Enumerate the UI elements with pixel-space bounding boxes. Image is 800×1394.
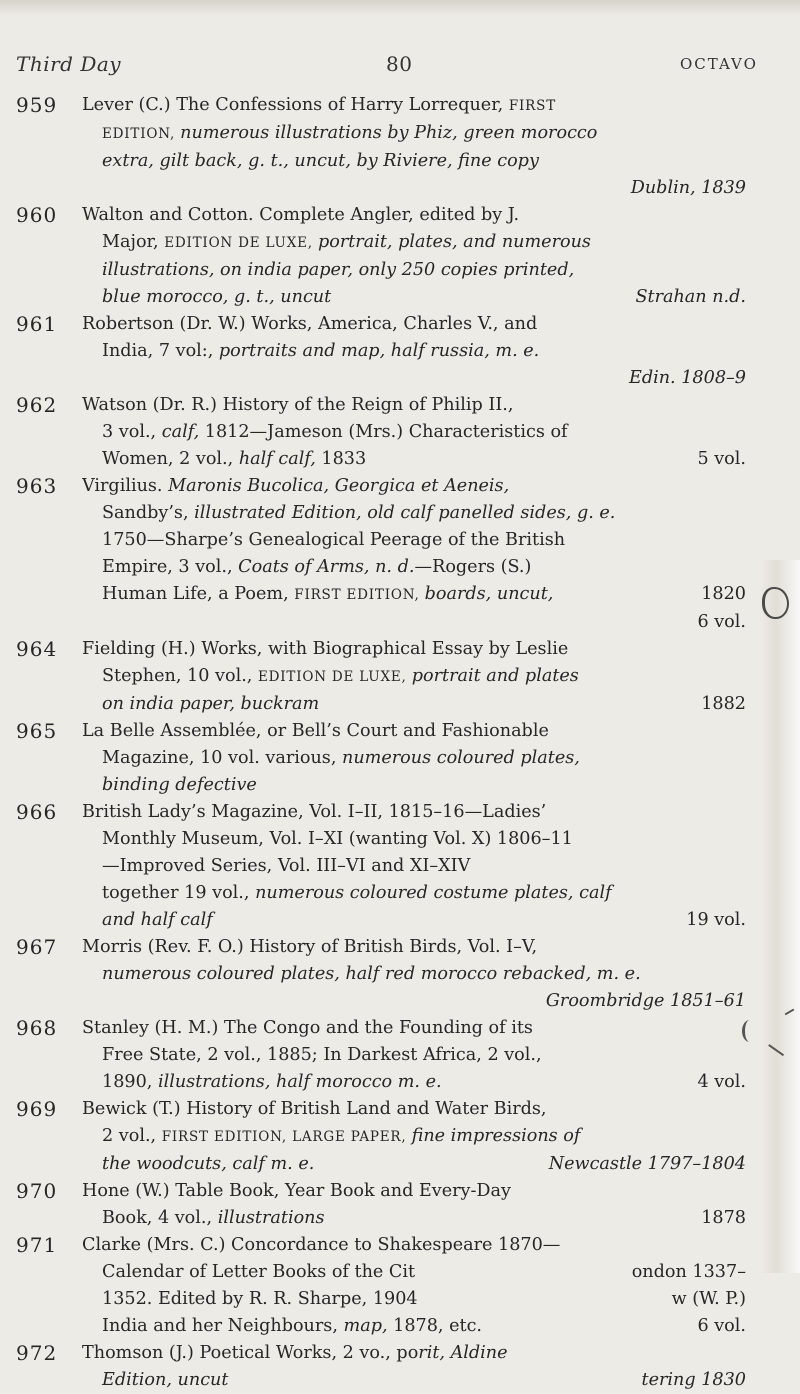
lot-imprint: Groombridge 1851–61	[545, 991, 746, 1011]
lot-968	[16, 1015, 746, 1096]
lot-965	[16, 718, 746, 799]
lot-966	[16, 799, 746, 934]
lot-number: 968	[16, 1016, 58, 1040]
running-title: Third Day	[16, 52, 122, 76]
lot-number: 967	[16, 935, 58, 959]
lot-line: Women, 2 vol., half calf, 1833 5 vol.	[102, 449, 746, 469]
lot-line: Stanley (H. M.) The Congo and the Founding of its	[82, 1018, 533, 1038]
lot-number: 961	[16, 312, 58, 336]
lot-970	[16, 1178, 746, 1232]
lot-959	[16, 92, 746, 202]
lot-line: Robertson (Dr. W.) Works, America, Charles V., and	[82, 314, 538, 334]
lot-line: 1750—Sharpe’s Genealogical Peerage of the British	[102, 530, 566, 550]
lot-number: 964	[16, 637, 58, 661]
lot-line: Empire, 3 vol., Coats of Arms, n. d.—Rogers (S.)	[102, 557, 532, 577]
lot-line: Hone (W.) Table Book, Year Book and Every-Day	[82, 1181, 511, 1201]
lot-line: Edition, uncut tering 1830	[102, 1370, 746, 1390]
lot-line: Walton and Cotton. Complete Angler, edited by J.	[82, 205, 520, 225]
lot-line: —Improved Series, Vol. III–VI and XI–XIV	[102, 856, 471, 876]
lot-972	[16, 1340, 746, 1394]
lot-number: 970	[16, 1179, 58, 1203]
lot-line: extra, gilt back, g. t., uncut, by Riviere, fine copy	[102, 151, 539, 171]
running-header	[0, 52, 800, 82]
lot-number: 962	[16, 393, 58, 417]
lot-number: 969	[16, 1097, 58, 1121]
lot-963	[16, 473, 746, 636]
lot-line: Virgilius. Maronis Bucolica, Georgica et Aeneis,	[82, 476, 510, 496]
lot-number: 972	[16, 1341, 58, 1365]
lot-line: Human Life, a Poem, FIRST EDITION, boards, uncut, 1820	[102, 584, 746, 604]
lot-line: 1352. Edited by R. R. Sharpe, 1904 w (W. P.)	[102, 1289, 746, 1309]
lot-line: EDITION, numerous illustrations by Phiz, green morocco	[102, 123, 598, 143]
lot-line: Book, 4 vol., illustrations 1878	[102, 1208, 746, 1228]
lot-line: Thomson (J.) Poetical Works, 2 vo., porit, Aldine	[82, 1343, 508, 1363]
lot-964	[16, 636, 746, 718]
lot-line: on india paper, buckram 1882	[102, 694, 746, 714]
lot-967	[16, 934, 746, 1015]
lot-line: India, 7 vol:, portraits and map, half russia, m. e.	[102, 341, 540, 361]
lot-line: together 19 vol., numerous coloured costume plates, calf	[102, 883, 612, 903]
lot-line: blue morocco, g. t., uncut Strahan n.d.	[102, 287, 746, 307]
lot-number: 966	[16, 800, 58, 824]
lot-line: Morris (Rev. F. O.) History of British Birds, Vol. I–V,	[82, 937, 538, 957]
margin-bracket-mark	[742, 1020, 757, 1042]
lot-list	[16, 92, 746, 1394]
lot-line: the woodcuts, calf m. e. Newcastle 1797–1804	[102, 1154, 746, 1174]
section-label: OCTAVO	[680, 55, 758, 73]
lot-imprint: 6 vol.	[697, 612, 746, 632]
lot-line: Bewick (T.) History of British Land and Water Birds,	[82, 1099, 547, 1119]
lot-imprint: Dublin, 1839	[630, 178, 746, 198]
lot-line: India and her Neighbours, map, 1878, etc. 6 vol.	[102, 1316, 746, 1336]
lot-line: Lever (C.) The Confessions of Harry Lorrequer, FIRST	[82, 95, 556, 115]
lot-line: 3 vol., calf, 1812—Jameson (Mrs.) Characteristics of	[102, 422, 568, 442]
lot-number: 971	[16, 1233, 58, 1257]
lot-962	[16, 392, 746, 473]
lot-line: Stephen, 10 vol., EDITION DE LUXE, portrait and plates	[102, 666, 579, 686]
lot-line: Calendar of Letter Books of the Cit ondon 1337–	[102, 1262, 746, 1282]
lot-line: Major, EDITION DE LUXE, portrait, plates, and numerous	[102, 232, 591, 252]
lot-line: 1890, illustrations, half morocco m. e. 4 vol.	[102, 1072, 746, 1092]
lot-number: 963	[16, 474, 58, 498]
lot-number: 965	[16, 719, 58, 743]
lot-971	[16, 1232, 746, 1340]
lot-line: Monthly Museum, Vol. I–XI (wanting Vol. X) 1806–11	[102, 829, 573, 849]
lot-line: Clarke (Mrs. C.) Concordance to Shakespeare 1870—	[82, 1235, 561, 1255]
page-top-shadow	[0, 0, 800, 16]
lot-line: British Lady’s Magazine, Vol. I–II, 1815–16—Ladies’	[82, 802, 547, 822]
lot-line: Free State, 2 vol., 1885; In Darkest Africa, 2 vol.,	[102, 1045, 542, 1065]
lot-line: Sandby’s, illustrated Edition, old calf panelled sides, g. e.	[102, 503, 616, 523]
lot-line: La Belle Assemblée, or Bell’s Court and Fashionable	[82, 721, 549, 741]
lot-961	[16, 311, 746, 392]
lot-line: numerous coloured plates, half red morocco rebacked, m. e.	[102, 964, 641, 984]
lot-line: Magazine, 10 vol. various, numerous coloured plates,	[102, 748, 580, 768]
margin-stain-mark	[762, 587, 789, 619]
lot-number: 960	[16, 203, 58, 227]
lot-line: binding defective	[102, 775, 257, 795]
lot-number: 959	[16, 93, 58, 117]
page-edge-shadow	[760, 560, 800, 1273]
lot-969	[16, 1096, 746, 1178]
lot-line: and half calf 19 vol.	[102, 910, 746, 930]
page-number: 80	[386, 52, 413, 76]
lot-line: Watson (Dr. R.) History of the Reign of Philip II.,	[82, 395, 514, 415]
lot-line: 2 vol., FIRST EDITION, LARGE PAPER, fine impressions of	[102, 1126, 581, 1146]
lot-line: Fielding (H.) Works, with Biographical Essay by Leslie	[82, 639, 569, 659]
lot-960	[16, 202, 746, 311]
lot-imprint: Edin. 1808–9	[628, 368, 746, 388]
lot-line: illustrations, on india paper, only 250 copies printed,	[102, 260, 575, 280]
